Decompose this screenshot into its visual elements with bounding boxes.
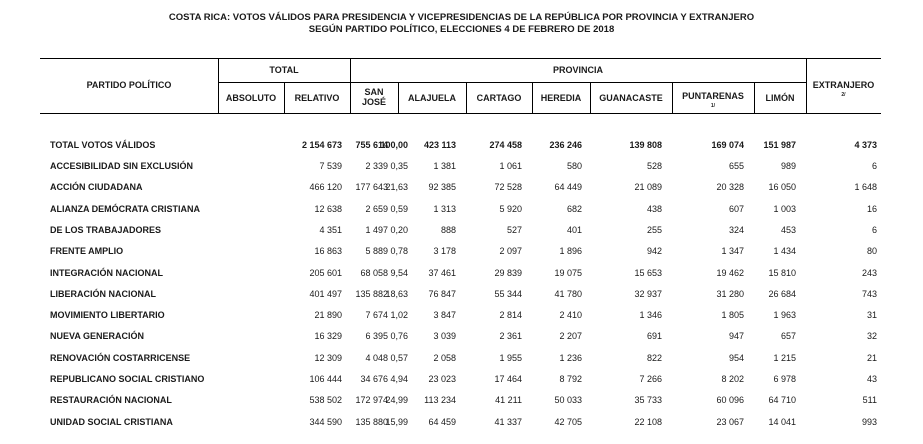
cell-san-jose: 177 643	[355, 182, 388, 193]
table-row	[0, 202, 923, 216]
cell-heredia: 41 780	[554, 288, 582, 299]
cell-absoluto: 538 502	[309, 395, 342, 406]
cell-absoluto: 12 638	[314, 203, 342, 214]
cell-cartago: 2 814	[499, 310, 522, 321]
cell-san-jose: 1 497	[365, 224, 388, 235]
cell-extranjero: 32	[866, 331, 877, 342]
cell-alajuela: 92 385	[428, 182, 456, 193]
party-name: RENOVACIÓN COSTARRICENSE	[50, 352, 191, 363]
cell-puntarenas: 8 202	[721, 374, 744, 384]
cell-heredia: 682	[566, 203, 582, 214]
table-row	[0, 351, 923, 365]
cell-limon: 16 050	[768, 182, 796, 193]
cell-san-jose: 755 614	[355, 140, 388, 150]
cell-san-jose: 135 880	[355, 416, 388, 427]
cell-puntarenas: 1 805	[721, 310, 744, 321]
cell-relativo: 21,63	[385, 182, 408, 193]
cell-cartago: 29 839	[494, 267, 522, 278]
cell-puntarenas: 19 462	[716, 267, 744, 278]
cell-cartago: 72 528	[494, 182, 522, 193]
cell-absoluto: 16 329	[314, 331, 342, 342]
cell-relativo: 18,63	[385, 288, 408, 299]
cell-cartago: 2 361	[499, 331, 522, 342]
cell-limon: 989	[780, 161, 796, 171]
cell-relativo: 1,02	[390, 310, 408, 321]
cell-guanacaste: 139 808	[629, 140, 662, 150]
header-total: TOTAL	[269, 65, 299, 75]
table-row	[0, 393, 923, 407]
table-row	[0, 159, 923, 173]
cell-alajuela: 3 039	[433, 331, 456, 342]
header-bottom-rule	[40, 113, 881, 114]
cell-puntarenas: 60 096	[716, 395, 744, 406]
table-row	[0, 180, 923, 194]
table-row	[0, 308, 923, 322]
cell-limon: 453	[780, 224, 796, 235]
table-title	[0, 12, 923, 36]
cell-cartago: 1 061	[499, 161, 522, 171]
table-row	[0, 329, 923, 343]
cell-guanacaste: 1 346	[639, 310, 662, 321]
cell-cartago: 41 211	[495, 395, 522, 406]
total-row	[0, 138, 923, 152]
cell-absoluto: 21 890	[314, 310, 342, 321]
party-name: DE LOS TRABAJADORES	[50, 224, 162, 235]
table-row	[0, 415, 923, 429]
cell-alajuela: 1 313	[433, 203, 456, 214]
cell-puntarenas: 655	[728, 161, 744, 171]
cell-extranjero: 21	[866, 352, 877, 363]
cell-cartago: 5 920	[499, 203, 522, 214]
cell-heredia: 1 236	[559, 352, 582, 363]
cell-alajuela: 76 847	[428, 288, 456, 299]
cell-cartago: 55 344	[494, 288, 522, 299]
header-extranjero	[806, 80, 881, 100]
cell-heredia: 8 792	[559, 374, 582, 384]
cell-absoluto: 344 590	[309, 416, 342, 427]
cell-absoluto: 12 309	[314, 352, 342, 363]
cell-guanacaste: 32 937	[634, 288, 662, 299]
header-san-jose	[350, 87, 398, 107]
cell-limon: 26 684	[768, 288, 796, 299]
cell-puntarenas: 607	[728, 203, 744, 214]
cell-relativo: 15,99	[385, 416, 408, 427]
cell-limon: 15 810	[768, 267, 796, 278]
cell-guanacaste: 22 108	[634, 416, 662, 427]
table-row	[0, 244, 923, 258]
cell-limon: 1 434	[773, 246, 796, 257]
cell-puntarenas: 31 280	[716, 288, 744, 299]
cell-absoluto: 466 120	[309, 182, 342, 193]
cell-san-jose: 5 889	[365, 246, 388, 257]
cell-san-jose: 6 395	[365, 331, 388, 342]
cell-relativo: 9,54	[390, 267, 408, 278]
cell-relativo: 0,78	[390, 246, 408, 257]
cell-alajuela: 3 178	[433, 246, 456, 257]
cell-guanacaste: 35 733	[634, 395, 662, 406]
cell-cartago: 527	[506, 224, 522, 235]
cell-guanacaste: 15 653	[634, 267, 662, 278]
cell-alajuela: 2 058	[433, 352, 456, 363]
cell-cartago: 41 337	[494, 416, 522, 427]
cell-puntarenas: 169 074	[711, 140, 744, 150]
cell-relativo: 0,59	[390, 203, 408, 214]
cell-heredia: 580	[566, 161, 582, 171]
cell-limon: 151 987	[763, 140, 796, 150]
cell-san-jose: 2 339	[365, 161, 388, 171]
cell-alajuela: 888	[440, 224, 456, 235]
cell-absoluto: 106 444	[309, 374, 342, 384]
cell-relativo: 0,20	[390, 224, 408, 235]
party-name: RESTAURACIÓN NACIONAL	[50, 395, 172, 406]
cell-san-jose: 2 659	[365, 203, 388, 214]
cell-limon: 657	[780, 331, 796, 342]
cell-guanacaste: 822	[646, 352, 662, 363]
cell-extranjero: 6	[871, 224, 877, 235]
party-name: UNIDAD SOCIAL CRISTIANA	[50, 416, 173, 427]
cell-absoluto: 2 154 673	[301, 140, 342, 150]
cell-heredia: 2 207	[559, 331, 582, 342]
cell-heredia: 50 033	[554, 395, 582, 406]
cell-heredia: 42 705	[554, 416, 582, 427]
cell-limon: 6 978	[773, 374, 796, 384]
table-row	[0, 372, 923, 386]
cell-cartago: 2 097	[499, 246, 522, 257]
cell-alajuela: 64 459	[428, 416, 456, 427]
header-puntarenas-note: 1/	[710, 103, 716, 109]
header-alajuela: ALAJUELA	[407, 93, 456, 103]
cell-alajuela: 423 113	[423, 140, 456, 150]
cell-limon: 1 003	[773, 203, 796, 214]
cell-heredia: 1 896	[559, 246, 582, 257]
cell-alajuela: 1 381	[433, 161, 456, 171]
header-limon: LIMÓN	[765, 93, 795, 103]
cell-puntarenas: 954	[728, 352, 744, 363]
cell-extranjero: 511	[862, 395, 877, 406]
cell-relativo: 0,76	[390, 331, 408, 342]
cell-absoluto: 7 539	[319, 161, 342, 171]
cell-guanacaste: 528	[646, 161, 662, 171]
party-name: LIBERACIÓN NACIONAL	[50, 288, 156, 299]
party-name: ACCESIBILIDAD SIN EXCLUSIÓN	[50, 161, 194, 171]
cell-extranjero: 16	[866, 203, 877, 214]
header-extranjero-label: EXTRANJERO	[812, 80, 875, 90]
top-rule	[40, 58, 881, 59]
cell-san-jose: 68 058	[360, 267, 388, 278]
table-row	[0, 287, 923, 301]
cell-relativo: 0,57	[390, 352, 408, 363]
cell-extranjero: 993	[861, 416, 877, 427]
cell-extranjero: 31	[866, 310, 877, 321]
cell-absoluto: 16 863	[314, 246, 342, 257]
header-partido-politico: PARTIDO POLÍTICO	[86, 80, 172, 90]
cell-guanacaste: 942	[646, 246, 662, 257]
cell-relativo: 100,00	[380, 140, 408, 150]
table-row	[0, 223, 923, 237]
cell-san-jose: 7 674	[365, 310, 388, 321]
cell-extranjero: 1 648	[854, 182, 877, 193]
party-name: FRENTE AMPLIO	[50, 246, 124, 257]
cell-guanacaste: 691	[646, 331, 662, 342]
provincia-subrule	[350, 82, 806, 83]
party-name: TOTAL VOTOS VÁLIDOS	[50, 140, 156, 150]
header-san-jose-line2: JOSÉ	[361, 97, 386, 107]
header-puntarenas-label: PUNTARENAS	[682, 91, 744, 101]
header-cartago: CARTAGO	[476, 93, 522, 103]
cell-san-jose: 135 882	[355, 288, 388, 299]
cell-puntarenas: 23 067	[716, 416, 744, 427]
cell-absoluto: 205 601	[309, 267, 342, 278]
cell-alajuela: 37 461	[428, 267, 456, 278]
cell-extranjero: 743	[861, 288, 877, 299]
cell-heredia: 236 246	[549, 140, 582, 150]
cell-limon: 64 710	[768, 395, 796, 406]
cell-guanacaste: 21 089	[634, 182, 662, 193]
cell-alajuela: 113 234	[424, 395, 456, 406]
header-extranjero-note: 2/	[841, 92, 846, 98]
cell-guanacaste: 438	[646, 203, 662, 214]
cell-alajuela: 3 847	[433, 310, 456, 321]
cell-heredia: 19 075	[554, 267, 582, 278]
cell-san-jose: 4 048	[365, 352, 388, 363]
cell-limon: 14 041	[768, 416, 796, 427]
cell-extranjero: 243	[861, 267, 877, 278]
header-guanacaste: GUANACASTE	[599, 93, 663, 103]
header-absoluto: ABSOLUTO	[225, 93, 277, 103]
cell-puntarenas: 324	[728, 224, 744, 235]
cell-extranjero: 6	[871, 161, 877, 171]
cell-relativo: 0,35	[390, 161, 408, 171]
cell-san-jose: 172 974	[355, 395, 388, 406]
party-name: REPUBLICANO SOCIAL CRISTIANO	[50, 374, 205, 384]
party-name: ACCIÓN CIUDADANA	[50, 182, 143, 193]
cell-relativo: 4,94	[390, 374, 408, 384]
cell-extranjero: 4 373	[854, 140, 877, 150]
cell-limon: 1 963	[773, 310, 796, 321]
cell-puntarenas: 947	[728, 331, 744, 342]
cell-absoluto: 4 351	[319, 224, 342, 235]
cell-relativo: 24,99	[385, 395, 408, 406]
party-name: MOVIMIENTO LIBERTARIO	[50, 310, 165, 321]
cell-cartago: 1 955	[499, 352, 522, 363]
party-name: NUEVA GENERACIÓN	[50, 331, 145, 342]
cell-heredia: 64 449	[554, 182, 582, 193]
cell-extranjero: 80	[866, 246, 877, 257]
party-name: INTEGRACIÓN NACIONAL	[50, 267, 163, 278]
cell-limon: 1 215	[773, 352, 796, 363]
title-line-1: COSTA RICA: VOTOS VÁLIDOS PARA PRESIDENCIA Y VICEPRESIDENCIAS DE LA REPÚBLICA POR PROVINCIA Y EXTRANJERO	[168, 12, 755, 23]
header-relativo: RELATIVO	[294, 93, 340, 103]
cell-cartago: 17 464	[494, 374, 522, 384]
cell-extranjero: 43	[866, 374, 877, 384]
header-san-jose-line1: SAN	[364, 87, 384, 97]
header-puntarenas	[672, 91, 754, 111]
cell-heredia: 2 410	[559, 310, 582, 321]
party-name: ALIANZA DEMÓCRATA CRISTIANA	[50, 203, 200, 214]
cell-guanacaste: 7 266	[639, 374, 662, 384]
cell-guanacaste: 255	[646, 224, 662, 235]
title-line-2: SEGÚN PARTIDO POLÍTICO, ELECCIONES 4 DE FEBRERO DE 2018	[308, 24, 615, 35]
cell-absoluto: 401 497	[309, 288, 342, 299]
cell-puntarenas: 20 328	[716, 182, 744, 193]
cell-alajuela: 23 023	[428, 374, 456, 384]
header-provincia: PROVINCIA	[552, 65, 603, 75]
cell-san-jose: 34 676	[360, 374, 388, 384]
header-heredia: HEREDIA	[540, 93, 582, 103]
cell-heredia: 401	[566, 224, 582, 235]
table-row	[0, 266, 923, 280]
cell-cartago: 274 458	[489, 140, 522, 150]
cell-puntarenas: 1 347	[721, 246, 744, 257]
